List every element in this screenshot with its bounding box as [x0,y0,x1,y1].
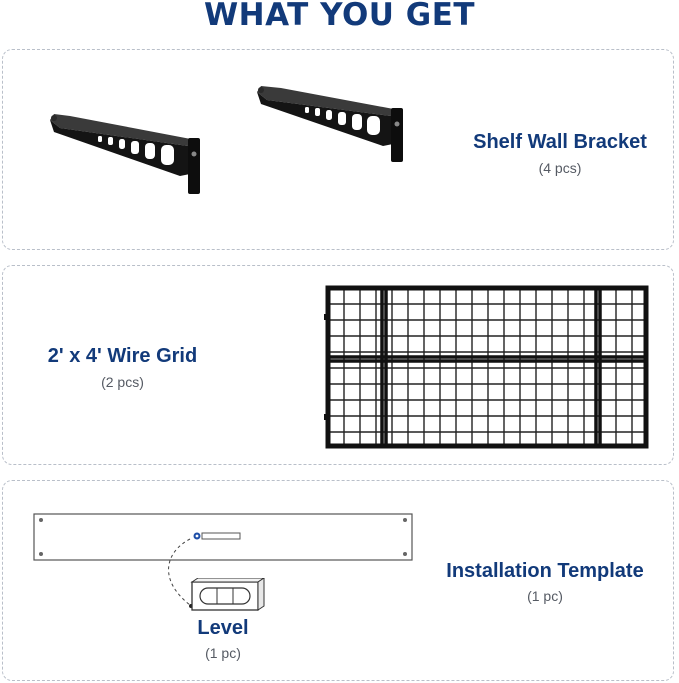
wall-bracket-icon [40,80,420,200]
item-qty-level: (1 pc) [205,645,241,661]
item-qty-wire-grid: (2 pcs) [101,374,144,390]
item-label-installation-template: Installation Template [446,560,644,582]
level-icon [190,578,266,614]
bracket-left [50,114,200,194]
page-title: WHAT YOU GET [203,0,476,33]
wire-grid-icon [324,284,650,450]
item-label-wire-grid: 2' x 4' Wire Grid [47,345,198,367]
item-label-level: Level [197,617,249,639]
item-label-shelf-wall-bracket: Shelf Wall Bracket [473,131,647,153]
bracket-right [257,86,403,162]
item-qty-installation-template: (1 pc) [527,588,563,604]
item-qty-shelf-wall-bracket: (4 pcs) [538,160,582,176]
